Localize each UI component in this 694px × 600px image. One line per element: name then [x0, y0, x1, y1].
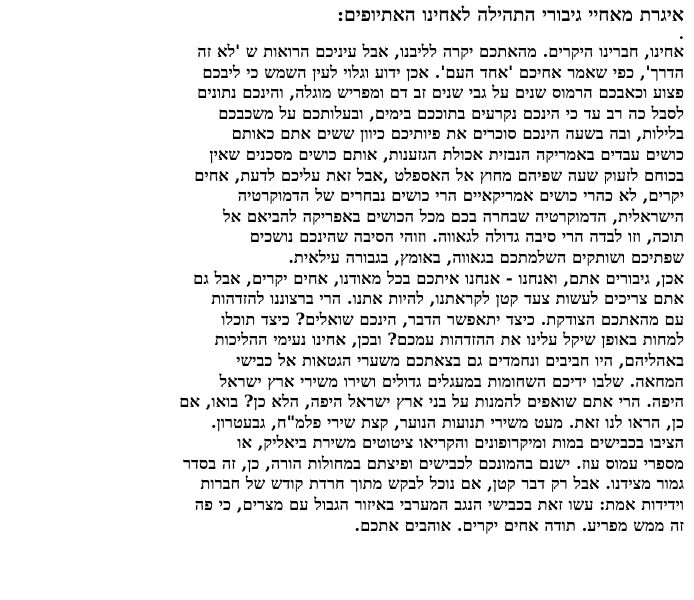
body-line: הדרך', כפי שאמר אחיכם 'אחד העם'. אכן ידוע וגלוי לעין השמש כי ליבכם: [202, 62, 684, 82]
body-line: מספרי עמוס עוז. ישנם בהמונכם לכבישים ופיצתם במחולות הורה, כן, זה בסדר: [182, 453, 684, 473]
body-line: המחאה. שלבו ידיכם השחומות במעגלים גדולים ושירו משירי ארץ ישראל: [219, 371, 684, 391]
body-line: באהליהם, היו חביבים ונחמדים גם בצאתכם משערי הגטאות אל כבישי: [236, 350, 684, 370]
body-line: בכוחם לזעוק שעה שפיהם מחוץ אל האספלט ,אבל זאת עליכם לדעת, אחים: [194, 165, 684, 185]
body-line: וידידות אמת: עשו זאת בכבישי הנגב המערבי באיזור הגבול עם מצרים, כי פה: [194, 495, 684, 515]
body-line: גמור מצידנו. אבל רק דבר קטן, אם נוכל לבקש מתוך חרדת קודש של חברות: [200, 474, 684, 494]
letter-body: [10, 42, 684, 536]
body-line: הישראלית, הדמוקרטיה שבחרה בכם מכל הכושים באפריקה להביאם אל: [223, 206, 684, 226]
body-line: תוכה, וזו לבדה הרי סיבה גדולה לגאווה. וזוהי הסיבה שהינכם נושכים: [249, 227, 684, 247]
body-line: למחות באופן שיקל עלינו את ההזדהות עמכם? ובכן, אחינו נעימי ההליכות: [214, 330, 684, 350]
body-line: כושים עבדים באמריקה הנבזית אכולת הגזענות, אותם כושים מסכנים שאין: [209, 144, 684, 164]
body-line: הציבו בכבישים במות ומיקרופונים והקריאו ציטוטים משירת ביאליק, או: [237, 433, 684, 453]
title-period-marker: .: [678, 25, 684, 43]
body-line: בלילות, ובה בשעה הינכם סוכרים את פיותיכם כיוון ששים אתם כאותם: [231, 124, 684, 144]
body-line: פצוע וכאבכם הרמוס שנים על גבי שנים זב דם ומפריש מוגלה, והינכם נתונים: [197, 83, 684, 103]
body-line: עם מהאתכם הצודקת. כיצד יתאפשר הדבר, הינכם שואלים? כיצד תוכלו: [221, 309, 684, 329]
body-line: זה ממש מפריע. תודה אחים יקרים. אוהבים אתכם.: [354, 515, 684, 535]
body-line: לסבל כה רב עד כי הינכם נקרעים בתוככם בימים, ובעלותכם על משכבכם: [218, 103, 684, 123]
body-line: שפתיכם ושותקים השלמתכם בגאווה, באומץ, בגבורה עילאית.: [288, 247, 684, 267]
body-line: יקרים, לא כהרי כושים אמריקאיים הרי כושים נבחרים של הדמוקרטיה: [237, 186, 684, 206]
body-line: היפה. הרי אתם שואפים להמנות על בני ארץ ישראל היפה, הלא כן? בואו, אם: [179, 392, 684, 412]
body-line: אכן, גיבורים אתם, ואנחנו - אנחנו איתכם בכל מאודנו, אחים יקרים, אבל גם: [193, 268, 684, 288]
body-line: אחינו, חברינו היקרים. מהאתכם יקרה לליבנו, אבל עיניכם הרואות ש 'לא זה: [197, 42, 684, 61]
letter-document: [10, 4, 684, 536]
body-line: כן, הראו לנו זאת. מעט משירי תנועות הנוער, קצת שירי פלמ"ח, גבעטרון.: [210, 412, 684, 432]
body-line: אתם צריכים לעשות צעד קטן לקראתנו, להיות אתנו. הרי ברצוננו להזדהות: [211, 289, 684, 309]
letter-title: איגרת מאחיי גיבורי התהילה לאחינו האתיופים:: [336, 4, 684, 26]
